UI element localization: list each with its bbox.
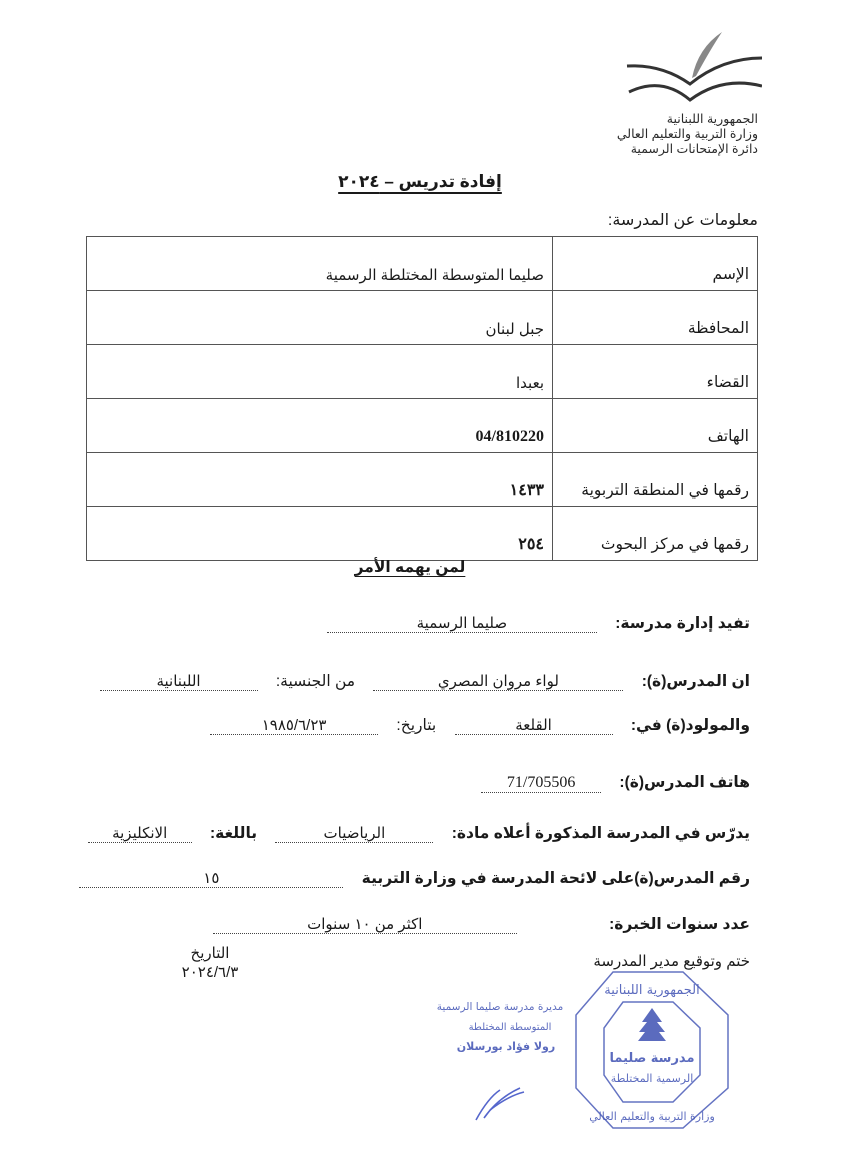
table-row — [87, 453, 758, 507]
director-stamp-line3: رولا فؤاد بورسلان — [456, 1040, 556, 1053]
field-label: القضاء — [553, 345, 758, 399]
school-info-table — [86, 236, 758, 561]
table-row — [87, 237, 758, 291]
table-row — [87, 291, 758, 345]
document-title: إفادة تدريس – ٢٠٢٤ — [338, 172, 502, 191]
field-label: الهاتف — [553, 399, 758, 453]
table-row — [87, 345, 758, 399]
teacher-row — [100, 672, 750, 691]
to-whom-heading: لمن يهمه الأمر — [354, 559, 466, 576]
date-block — [175, 944, 245, 982]
school-admin-label: تفيد إدارة مدرسة: — [615, 615, 750, 632]
roster-label: رقم المدرس(ة)على لائحة المدرسة في وزارة التربية — [361, 870, 750, 887]
field-value: بعبدا — [87, 345, 553, 399]
birthdate-label: بتاريخ: — [396, 717, 437, 734]
teacher-label: ان المدرس(ة): — [641, 673, 750, 690]
date-value: ٢٠٢٤/٦/٣ — [181, 964, 239, 981]
table-row — [87, 507, 758, 561]
field-label: رقمها في المنطقة التربوية — [553, 453, 758, 507]
nationality-value: اللبنانية — [100, 672, 258, 691]
teacher-phone-value: 71/705506 — [481, 774, 601, 793]
school-info-heading: معلومات عن المدرسة: — [607, 212, 758, 229]
birthdate-value: ١٩٨٥/٦/٢٣ — [210, 716, 378, 735]
field-value: 04/810220 — [87, 399, 553, 453]
field-value: جبل لبنان — [87, 291, 553, 345]
teacher-phone-label: هاتف المدرس(ة): — [619, 774, 750, 791]
director-stamp-line1: مديرة مدرسة صليما الرسمية — [436, 1001, 564, 1013]
language-label: باللغة: — [209, 825, 258, 842]
date-label: التاريخ — [190, 945, 230, 962]
stamp-inner-line1: مدرسة صليما — [609, 1051, 695, 1066]
experience-value: اكثر من ١٠ سنوات — [213, 915, 517, 934]
book-quill-logo-icon — [622, 28, 762, 108]
field-label: رقمها في مركز البحوث — [553, 507, 758, 561]
header-line: دائرة الإمتحانات الرسمية — [630, 142, 758, 156]
header-line: الجمهورية اللبنانية — [666, 112, 758, 126]
field-label: الإسم — [553, 237, 758, 291]
field-value: صليما المتوسطة المختلطة الرسمية — [87, 237, 553, 291]
signature-icon — [476, 1088, 524, 1120]
subject-label: يدرّس في المدرسة المذكورة أعلاه مادة: — [451, 825, 750, 842]
birth-row — [210, 716, 750, 735]
cedar-icon — [638, 1008, 666, 1041]
school-admin-row — [327, 614, 750, 633]
language-value: الانكليزية — [88, 824, 192, 843]
stamp-outer-bottom-text: وزارة التربية والتعليم العالي — [589, 1110, 715, 1123]
nationality-label: من الجنسية: — [275, 673, 356, 690]
field-value: ٢٥٤ — [87, 507, 553, 561]
teacher-name-value: لواء مروان المصري — [373, 672, 623, 691]
ministry-header — [617, 112, 758, 157]
header-line: وزارة التربية والتعليم العالي — [616, 127, 758, 141]
subject-row — [88, 824, 750, 843]
school-stamp — [428, 970, 738, 1130]
phone-row — [481, 773, 750, 793]
field-label: المحافظة — [553, 291, 758, 345]
birthplace-value: القلعة — [455, 716, 613, 735]
school-admin-value: صليما الرسمية — [327, 614, 597, 633]
roster-value: ١٥ — [79, 869, 343, 888]
subject-value: الرياضيات — [275, 824, 433, 843]
stamp-inner-line2: الرسمية المختلطة — [610, 1072, 694, 1085]
roster-row — [79, 869, 750, 888]
signature-label: ختم وتوقيع مدير المدرسة — [593, 953, 750, 970]
stamp-outer-top-text: الجمهورية اللبنانية — [604, 983, 700, 998]
field-value: ١٤٣٣ — [87, 453, 553, 507]
experience-label: عدد سنوات الخبرة: — [609, 916, 750, 933]
table-row — [87, 399, 758, 453]
director-stamp-line2: المتوسطة المختلطة — [468, 1022, 552, 1033]
birthplace-label: والمولود(ة) في: — [630, 717, 750, 734]
experience-row — [213, 915, 750, 934]
